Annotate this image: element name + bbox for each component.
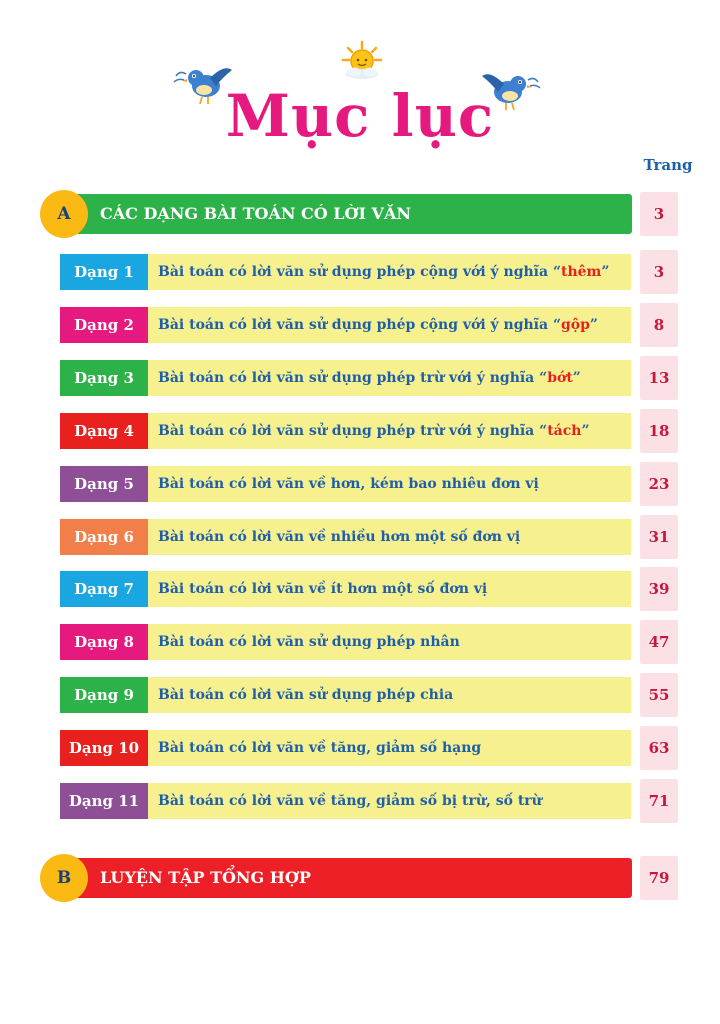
toc-item-title [148,360,631,396]
toc-item-label: Dạng 8 [60,624,148,660]
toc-item-title [148,730,631,766]
toc-item-row[interactable] [60,254,680,290]
toc-item-text: Bài toán có lời văn sử dụng phép cộng với ý nghĩa “ [158,316,561,333]
toc-item-title [148,783,631,819]
toc-item-title [148,413,631,449]
toc-item-page: 23 [640,462,678,506]
section-a-page: 3 [640,192,678,236]
toc-item-title [148,307,631,343]
toc-item-label: Dạng 2 [60,307,148,343]
toc-item-highlight: tách [547,422,582,439]
toc-item-label: Dạng 10 [60,730,148,766]
toc-item-label: Dạng 1 [60,254,148,290]
toc-item-row[interactable] [60,783,680,819]
toc-item-highlight: thêm [561,264,602,280]
page-column-label: Trang [643,156,693,174]
toc-item-title [148,466,631,502]
toc-item-row[interactable] [60,413,680,449]
toc-item-text: Bài toán có lời văn sử dụng phép cộng với ý nghĩa “ [158,264,561,280]
toc-item-text: Bài toán có lời văn sử dụng phép trừ với ý nghĩa “ [158,422,548,439]
toc-item-row[interactable] [60,307,680,343]
toc-item-text: Bài toán có lời văn sử dụng phép nhân [158,634,460,651]
toc-item-page: 3 [640,250,678,294]
toc-item-row[interactable] [60,571,680,607]
toc-item-highlight: bớt [547,369,573,386]
toc-item-text-end: ” [601,264,610,280]
toc-item-text: Bài toán có lời văn về tăng, giảm số bị trừ, số trừ [158,793,542,809]
toc-item-row[interactable] [60,677,680,713]
toc-item-page: 71 [640,779,678,823]
toc-item-title [148,571,631,607]
section-a-letter: A [40,190,88,238]
toc-item-title [148,519,631,555]
toc-item-page: 18 [640,409,678,453]
section-a-title: CÁC DẠNG BÀI TOÁN CÓ LỜI VĂN [100,204,411,223]
toc-item-text: Bài toán có lời văn sử dụng phép chia [158,687,454,704]
toc-item-row[interactable] [60,730,680,766]
toc-item-row[interactable] [60,519,680,555]
sun-cloud-icon [340,40,384,84]
toc-item-title [148,677,631,713]
toc-item-text: Bài toán có lời văn về tăng, giảm số hạng [158,740,482,757]
section-b-title: LUYỆN TẬP TỔNG HỢP [100,868,311,887]
toc-item-label: Dạng 5 [60,466,148,502]
toc-item-title [148,624,631,660]
toc-item-page: 39 [640,567,678,611]
toc-item-text-end: ” [572,369,581,386]
toc-item-row[interactable] [60,624,680,660]
toc-item-label: Dạng 6 [60,519,148,555]
toc-item-label: Dạng 4 [60,413,148,449]
toc-item-page: 8 [640,303,678,347]
section-b-page: 79 [640,856,678,900]
page-title: Mục lục [225,82,495,150]
toc-item-text: Bài toán có lời văn sử dụng phép trừ với ý nghĩa “ [158,369,548,386]
toc-item-label: Dạng 3 [60,360,148,396]
toc-item-text: Bài toán có lời văn về ít hơn một số đơn vị [158,581,488,598]
section-b-row[interactable] [40,854,680,902]
toc-item-page: 63 [640,726,678,770]
toc-item-text-end: ” [581,422,590,439]
toc-item-page: 31 [640,515,678,559]
toc-item-text: Bài toán có lời văn về hơn, kém bao nhiêu đơn vị [158,475,539,492]
toc-item-label: Dạng 11 [60,783,148,819]
toc-item-page: 55 [640,673,678,717]
toc-item-page: 13 [640,356,678,400]
section-a-row[interactable] [40,190,680,238]
toc-item-text-end: ” [589,316,598,333]
toc-item-label: Dạng 9 [60,677,148,713]
toc-item-label: Dạng 7 [60,571,148,607]
toc-item-text: Bài toán có lời văn về nhiều hơn một số đơn vị [158,528,521,545]
toc-item-page: 47 [640,620,678,664]
toc-item-title [148,254,631,290]
section-b-letter: B [40,854,88,902]
toc-item-row[interactable] [60,466,680,502]
toc-item-highlight: gộp [561,316,590,333]
toc-item-row[interactable] [60,360,680,396]
